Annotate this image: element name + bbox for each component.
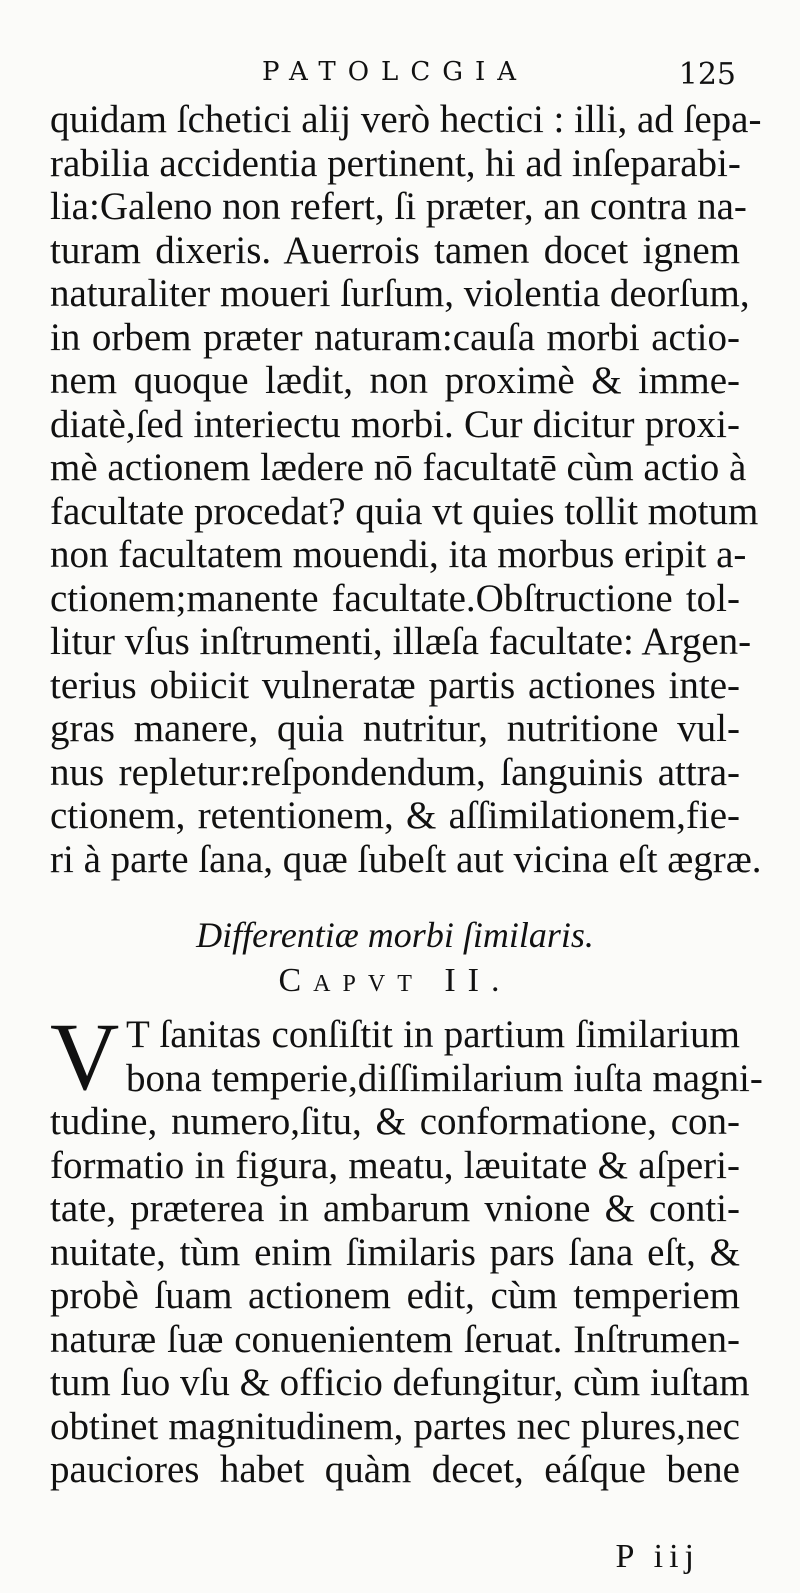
drop-cap: V — [50, 1003, 120, 1110]
text-line: tum ſuo vſu & officio defungitur, cùm iuſtam — [50, 1361, 750, 1404]
text-line: nus repletur:reſpondendum, ſanguinis attra- — [50, 750, 740, 794]
text-line: lia:Galeno non refert, ſi præter, an contra na- — [50, 185, 747, 228]
text-line: naturaliter moueri ſurſum, violentia deorſum, — [50, 272, 750, 315]
text-line: obtinet magnitudinem, partes nec plures,nec — [50, 1404, 740, 1448]
text-line: tate, præterea in ambarum vnione & conti- — [50, 1187, 740, 1230]
text-line: tudine, numero,ſitu, & conformatione, con- — [50, 1100, 740, 1143]
running-title: PATOLCGIA — [261, 57, 529, 87]
text-line: litur vſus inſtrumenti, illæſa facultate: Argen- — [50, 620, 752, 663]
chapter-heading — [50, 910, 740, 1002]
chapter-subtitle: Differentiæ morbi ſimilaris. — [196, 915, 594, 955]
text-line: quidam ſchetici alij verò hectici : illi, ad ſepa- — [50, 98, 762, 141]
text-line: facultate procedat? quia vt quies tollit motum — [50, 489, 759, 533]
signature-mark: P iij — [615, 1538, 700, 1575]
text-line: nuitate, tùm enim ſimilaris pars ſana eſt, & — [50, 1230, 740, 1274]
text-line: in orbem præter naturam:cauſa morbi actio- — [50, 315, 740, 359]
page-number: 125 — [678, 57, 736, 92]
text-line: formatio in figura, meatu, læuitate & aſperi- — [50, 1143, 740, 1187]
chapter-number: Capvt II. — [278, 962, 512, 999]
text-line: non facultatem mouendi, ita morbus eripit a- — [50, 533, 747, 576]
body-paragraph — [50, 98, 762, 881]
text-line: T ſanitas conſiſtit in partium ſimilarium — [126, 1013, 740, 1056]
text-line: terius obiicit vulneratæ partis actiones inte- — [50, 663, 740, 707]
text-line: ri à parte ſana, quæ ſubeſt aut vicina eſt ægræ. — [50, 837, 762, 881]
text-line: naturæ ſuæ conuenientem ſeruat. Inſtrumen- — [50, 1317, 740, 1361]
chapter-paragraph — [50, 1003, 763, 1492]
text-line: diatè,ſed interiectu morbi. Cur dicitur proxi- — [50, 402, 740, 446]
text-line: ctionem;manente facultate.Obſtructione tol- — [50, 576, 740, 620]
text-line: pauciores habet quàm decet, eáſque bene — [50, 1448, 740, 1491]
text-line: probè ſuam actionem edit, cùm temperiem — [50, 1274, 740, 1317]
text-line: mè actionem lædere nō facultatē cùm actio à — [50, 446, 747, 489]
text-line: rabilia accidentia pertinent, hi ad inſeparabi- — [50, 141, 741, 185]
text-line: turam dixeris. Auerrois tamen docet ignem — [50, 228, 740, 272]
text-line: nem quoque lædit, non proximè & imme- — [50, 359, 740, 402]
text-line: bona temperie,diſſimilarium iuſta magni- — [126, 1056, 763, 1100]
page-header — [50, 55, 740, 97]
text-line: ctionem, retentionem, & aſſimilationem,fie- — [50, 794, 740, 837]
text-line: gras manere, quia nutritur, nutritione vul- — [50, 707, 740, 750]
